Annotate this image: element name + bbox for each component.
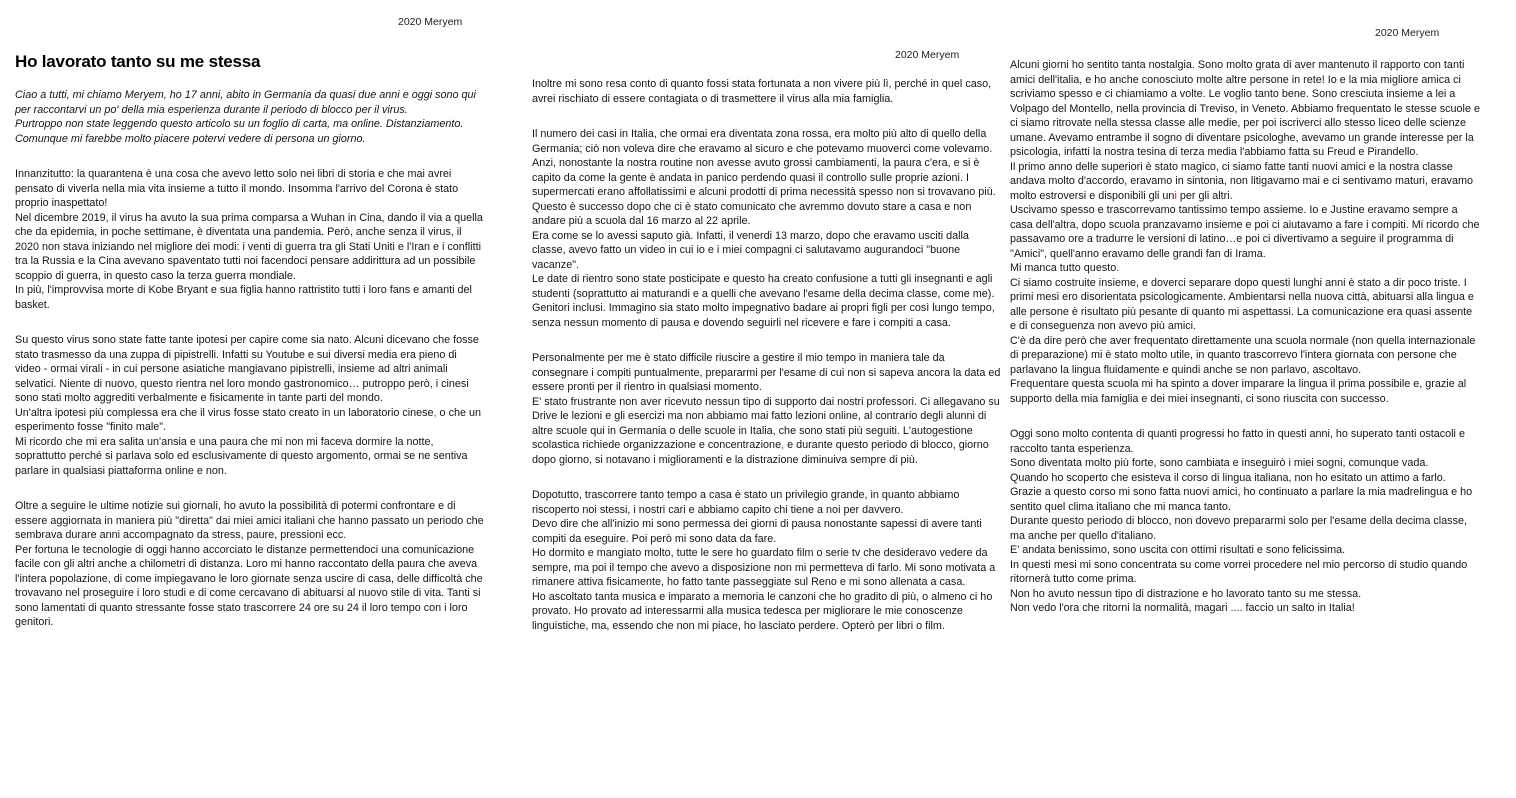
paragraph-line [532, 127, 1002, 229]
paragraph-line [15, 167, 485, 211]
paragraph-block [15, 167, 485, 312]
text-run: Mi manca tutto questo. [1010, 262, 1120, 274]
text-run: Il numero dei casi in Italia, che ormai era diventata zona rossa, era molto più alto di quello della Germania; ciò non voleva dire che eravamo al sicuro e che potevamo muoverci come volevamo. Anzi, nonostante la nostra routine non avesse avuto grossi cambiamenti, la paura c'era, e si è capito da come la gente è andata in panico perdendo quasi il controllo sulle proprie azioni. I supermercati erano affollatissimi e alcuni prodotti di prima necessità spesso non si trovavano più. Questo è successo dopo che ci è stato comunicato che avremmo dovuto stare a casa e non andare più a scuola dal 16 marzo al 22 aprile. [532, 128, 996, 227]
paragraph-line [15, 283, 485, 312]
text-run: Uscivamo spesso e trascorrevamo tantissimo tempo assieme. Io e Justine eravamo sempre a casa dell'altra, dopo scuola pranzavamo insieme e poi ci aiutavamo a fare i compiti. Mi ricordo che passavamo ore a tradurre le versioni di latino…e poi ci divertivamo a seguire il programma di "Amici", quell'anno eravamo delle grandi fan di Irama. [1010, 204, 1480, 260]
text-run: In più, l'improvvisa morte di Kobe Bryant e sua figlia hanno rattristito tutti i loro fans e amanti del basket. [15, 284, 472, 311]
text-run: C'è da dire però che aver frequentato direttamente una scuola normale (non quella internazionale di preparazione) mi è stato molto utile, in quanto trascorrevo l'intera giornata con persone che parlavano la lingua fluidamente e quindi anche se non parlavo, ascoltavo. [1010, 334, 1476, 376]
text-run: Ci siamo costruite insieme, e doverci separare dopo questi lunghi anni è stato a dir poco triste. I primi mesi ero disorientata psicologicamente. Ambientarsi nella nuova città, abituarsi alla lingua e alle persone è risultato più pesante di quanto mi aspettassi. La comunicazione era quasi assente e di conseguenza non avevo più amici. [1010, 276, 1474, 332]
paragraph-block [532, 127, 1002, 330]
paragraph-line [532, 517, 1002, 546]
text-run: Frequentare questa scuola mi ha spinto a dover imparare la lingua il prima possibile e, grazie al supporto della mia famiglia e dei miei insegnanti, ci sono riuscita con successo. [1010, 378, 1467, 405]
text-run: Un'altra ipotesi più complessa era che il virus fosse stato creato in un laboratorio cinese [15, 406, 434, 419]
paragraph-line [1010, 203, 1480, 261]
text-run: Sono diventata molto più forte, sono cambiata e inseguirò i miei sogni, comunque vada. [1010, 457, 1429, 469]
paragraph-line [15, 211, 485, 284]
text-run: Ho ascoltato tanta musica e imparato a memoria le canzoni che ho gradito di più, o almeno ci ho provato. Ho provato ad interessarmi alla musica tedesca per migliorare le mie conoscenze linguistiche, ma, essendo che non mi piace, ho lasciato perdere. Opterò per libri o film. [532, 590, 993, 632]
text-run: Oggi sono molto contenta di quanti progressi ho fatto in questi anni, ho superato tanti ostacoli e raccolto tanta esperienza. [1010, 428, 1465, 455]
blank-line [15, 478, 485, 499]
page-1 [15, 0, 485, 798]
paragraph-block [532, 77, 1002, 106]
paragraph-line [1010, 456, 1480, 471]
paragraph-block [1010, 58, 1480, 406]
paragraph-block [15, 499, 485, 630]
paragraph-line [532, 351, 1002, 395]
text-run: Dopotutto, trascorrere tanto tempo a casa è stato un privilegio grande, in quanto abbiamo riscoperto noi stessi, i nostri cari e abbiamo capito chi tiene a noi per davvero. [532, 489, 960, 516]
paragraph-line [1010, 377, 1480, 406]
text-run: Purtroppo non state leggendo questo articolo su un foglio di carta, ma online. Distanziamento. Comunque mi farebbe molto piacere potervi vedere di persona un giorno. [15, 118, 464, 145]
paragraph-block [532, 351, 1002, 467]
paragraph-line [1010, 58, 1480, 160]
page-3 [1010, 0, 1480, 798]
text-run: per gli altri. [1176, 189, 1233, 202]
paragraph-line [1010, 601, 1480, 616]
running-header: 2020 Meryem [398, 16, 463, 28]
paragraph-block [532, 488, 1002, 633]
paragraph-line [15, 88, 485, 117]
text-run: Innanzitutto: la quarantena è una cosa che avevo letto solo nei libri di storia e che mai avrei pensato di viverla nella mia vita insieme a tutto il mondo. Insomma l'arrivo del Corona è stato proprio inaspettato! [15, 168, 459, 209]
paragraph-line [532, 546, 1002, 590]
paragraph-line [15, 435, 485, 479]
blank-line [15, 146, 485, 167]
paragraph-line [15, 406, 485, 435]
running-header: 2020 Meryem [895, 49, 960, 61]
text-run: Personalmente per me è stato difficile riuscire a gestire il mio tempo in maniera tale da consegnare i compiti puntualmente, prepararmi per l'esame di cui non si sapeva ancora la data ed essere pronti per il rientro in qualsiasi momento. [532, 352, 1001, 393]
paragraph-line [532, 590, 1002, 634]
text-run: Durante questo periodo di blocco, non dovevo prepararmi solo per l'esame della decima classe, ma anche per quello d'italiano. [1010, 515, 1467, 542]
text-run: E' stato frustrante non aver ricevuto nessun tipo di supporto dai nostri professori. Ci allegavano su Drive le lezioni e gli esercizi ma non abbiamo mai fatto lezioni online, al contrario degli alunni di altre scuole qui in Germania o delle scuole in Italia, che sono stati più seguiti. L'autogestione scolastica richiede organizzazione e concentrazione [532, 395, 1000, 451]
red-text-mark: , [433, 406, 437, 419]
page-2 [532, 0, 1002, 798]
paragraph-line [15, 543, 485, 630]
paragraph-line [15, 117, 485, 146]
text-run: e durante questo periodo di blocco, giorno dopo giorno, si notavano i miglioramenti e la distrazione diminuiva sempre di più. [532, 439, 989, 466]
text-run: Inoltre mi sono resa conto di quanto fossi stata fortunata a non vivere più lì, perché in quel caso, avrei rischiato di essere contagiata o di trasmettere il virus alla mia famiglia. [532, 78, 992, 105]
blank-line [1010, 406, 1480, 427]
text-run: Era come se lo avessi saputo già. Infatti, il venerdi 13 marzo, dopo che eravamo usciti dalla classe, avevo fatto un video in cui io e i miei compagni ci salutavamo augurandoci "buone vacanze". [532, 229, 969, 271]
paragraph-block [15, 333, 485, 478]
paragraph-line [532, 488, 1002, 517]
paragraph-line [15, 499, 485, 543]
paragraph-line [1010, 514, 1480, 543]
paragraph-line [532, 395, 1002, 468]
text-run: Per fortuna le tecnologie di oggi hanno accorciato le distanze permettendoci una comunicazione facile con gli altri anche a chilometri di distanza. Loro mi hanno raccontato della paura che aveva l'intera popolazione, di come impiegavano le loro giornate senza uscire di casa, delle difficoltà che trovavano nel proseguire i loro studi e di come cercavano di abituarsi al nuovo stile di vita. Tanti si sono lamentati di quanto stressante fosse stato trascorrere 24 ore su 24 il loro tempo con i loro genitori. [15, 543, 483, 628]
blank-line [532, 106, 1002, 127]
blank-line [15, 312, 485, 333]
page-2-content [532, 0, 1002, 633]
text-run: E' andata benissimo, sono uscita con ottimi risultati e sono felicissima. [1010, 544, 1346, 556]
paragraph-line [1010, 334, 1480, 378]
text-run: Le date di rientro sono state posticipate e questo ha creato confusione a tutti gli insegnanti e agli studenti (soprattutto ai maturandi e a quelli che avevano l'esame della decima classe, come me). Genitori inclusi. Immagino sia stato molto impegnativo badare ai propri figli per così lungo tempo, senza nessun momento di pausa e dovendo seguirli nel ricevere e fare i compiti a casa. [532, 273, 995, 329]
text-run: Ciao a tutti, mi chiamo Meryem, ho 17 anni, abito in Germania da quasi due anni e oggi sono qui per raccontarvi un po' della mia esperienza durante il periodo di blocco per il virus. [15, 89, 476, 116]
text-run: o che un esperimento fosse "finito male". [15, 406, 481, 433]
text-run: Non vedo l'ora che ritorni la normalità, magari .... faccio un salto in Italia! [1010, 602, 1355, 614]
text-run: Alcuni giorni ho sentito tanta nostalgia. Sono molto grata di aver mantenuto il rapporto con tanti amici dell'italia, e ho anche conosciuto molte altre persone in rete! Io e la mia migliore amica ci scriviamo spesso e ci chiamiamo a volte. Le voglio tanto bene. Sono cresciuta insieme a lei a Volpago del Montello, nella provincia di Treviso, in Veneto. Abbiamo frequentato le stesse scuole e ci siamo ritrovate nella stessa classe alle medie, per poi iscriverci allo stesso liceo delle scienze umane. Avevamo entrambe il sogno di diventare psicologhe, avevamo un grande interesse per la psicologia, infatti la nostra tesina di terza media l'abbiamo fatta su Freud e Pirandello. [1010, 59, 1480, 158]
text-run: Devo dire che all'inizio mi sono permessa dei giorni di pausa nonostante sapessi di avere tanti compiti da eseguire. Poi però mi sono data da fare. [532, 518, 982, 545]
paragraph-line [15, 333, 485, 406]
paragraph-line [532, 77, 1002, 106]
text-run: Il primo anno delle superiori è stato magico, ci siamo fatte tanti nuovi amici e la nostra classe andava molto d'accordo, eravamo in sintonia, non litigavamo mai e ci sentivamo maturi, eravamo molto estroversi e disponibili gli un [1010, 160, 1473, 202]
text-run: Non ho avuto nessun tipo di distrazione e ho lavorato tanto su me stessa. [1010, 587, 1362, 600]
paragraph-line [1010, 543, 1480, 558]
paragraph-line [1010, 160, 1480, 204]
text-run: Mi ricordo che mi era salita un'ansia e una paura che mi non mi faceva dormire la notte, soprattutto perché si parlava solo ed esclusivamente di questo argomento, ormai se ne sentiva parlare in qualsiasi piattaforma online e non. [15, 435, 468, 477]
text-run: Nel dicembre 2019, il virus ha avuto la sua prima comparsa a Wuhan in Cina, dando il via a quella che da epidemia, in poche settimane, è diventata una pandemia. Però, anche senza il virus, il 2020 non stava iniziando nel migliore dei modi: i venti di guerra tra gli Stati Uniti e l'Iran e i conflitti tra la Russia e la Cina avevano spaventato tutti noi facendoci pensare addirittura ad un possibile scoppio di guerra, in questo caso la terza guerra mondiale. [15, 211, 483, 282]
paragraph-line [532, 272, 1002, 330]
text-run: Oltre a seguire le ultime notizie sui giornali, ho avuto la possibilità di potermi confrontare e di essere aggiornata in maniera più "diretta" dai miei amici italiani che hanno passato un periodo che sembrava durare anni accompagnato da stress, paure, pressioni ecc. [15, 500, 484, 541]
document-title: Ho lavorato tanto su me stessa [15, 52, 261, 71]
text-run: Quando ho scoperto che esisteva il corso di lingua italiana, non ho esitato un attimo a farlo. Grazie a questo corso mi sono fatta nuovi amici, ho continuato a parlare la mia madrelingua e ho sentito quel clima italiano che mi manca tanto. [1010, 471, 1473, 513]
red-text-mark: i [1174, 189, 1177, 202]
paragraph-line [1010, 471, 1480, 515]
paragraph-line [1010, 558, 1480, 587]
text-run: Su questo virus sono state fatte tante ipotesi per capire come sia nato. Alcuni dicevano che fosse stato trasmesso da una zuppa di pipistrelli. Infatti su Youtube e sui diversi media era pieno di video - ormai virali - in cui persone asiatiche mangiavano pipistrelli, insieme ad altri animali selvatici. Niente di nuovo, questo rientra nel loro mondo gastronomico… putroppo però, i cinesi sono stati molto aggrediti verbalmente e fisicamente in tante parti del mondo. [15, 334, 479, 404]
page-1-content [15, 0, 485, 630]
red-text-mark: , [781, 439, 785, 451]
blank-line [532, 330, 1002, 351]
blank-line [532, 467, 1002, 488]
text-run: Ho dormito e mangiato molto, tutte le sere ho guardato film o serie tv che desideravo vedere da sempre, ma poi il tempo che avevo a disposizione non mi permetteva di farlo. Mi sono motivata a rimanere attiva fisicamente, ho fatto tante passeggiate sul Reno e mi sono allenata a casa. [532, 547, 996, 588]
paragraph-line [1010, 427, 1480, 456]
paragraph-line [1010, 276, 1480, 334]
text-run: In questi mesi mi sono concentrata su come vorrei procedere nel mio percorso di studio quando ritornerà tutto come prima. [1010, 558, 1468, 585]
paragraph-block [1010, 427, 1480, 616]
paragraph-block [15, 88, 485, 146]
running-header: 2020 Meryem [1375, 27, 1440, 39]
paragraph-line [1010, 587, 1480, 602]
paragraph-line [1010, 261, 1480, 276]
paragraph-line [532, 229, 1002, 273]
page-3-content [1010, 0, 1480, 616]
